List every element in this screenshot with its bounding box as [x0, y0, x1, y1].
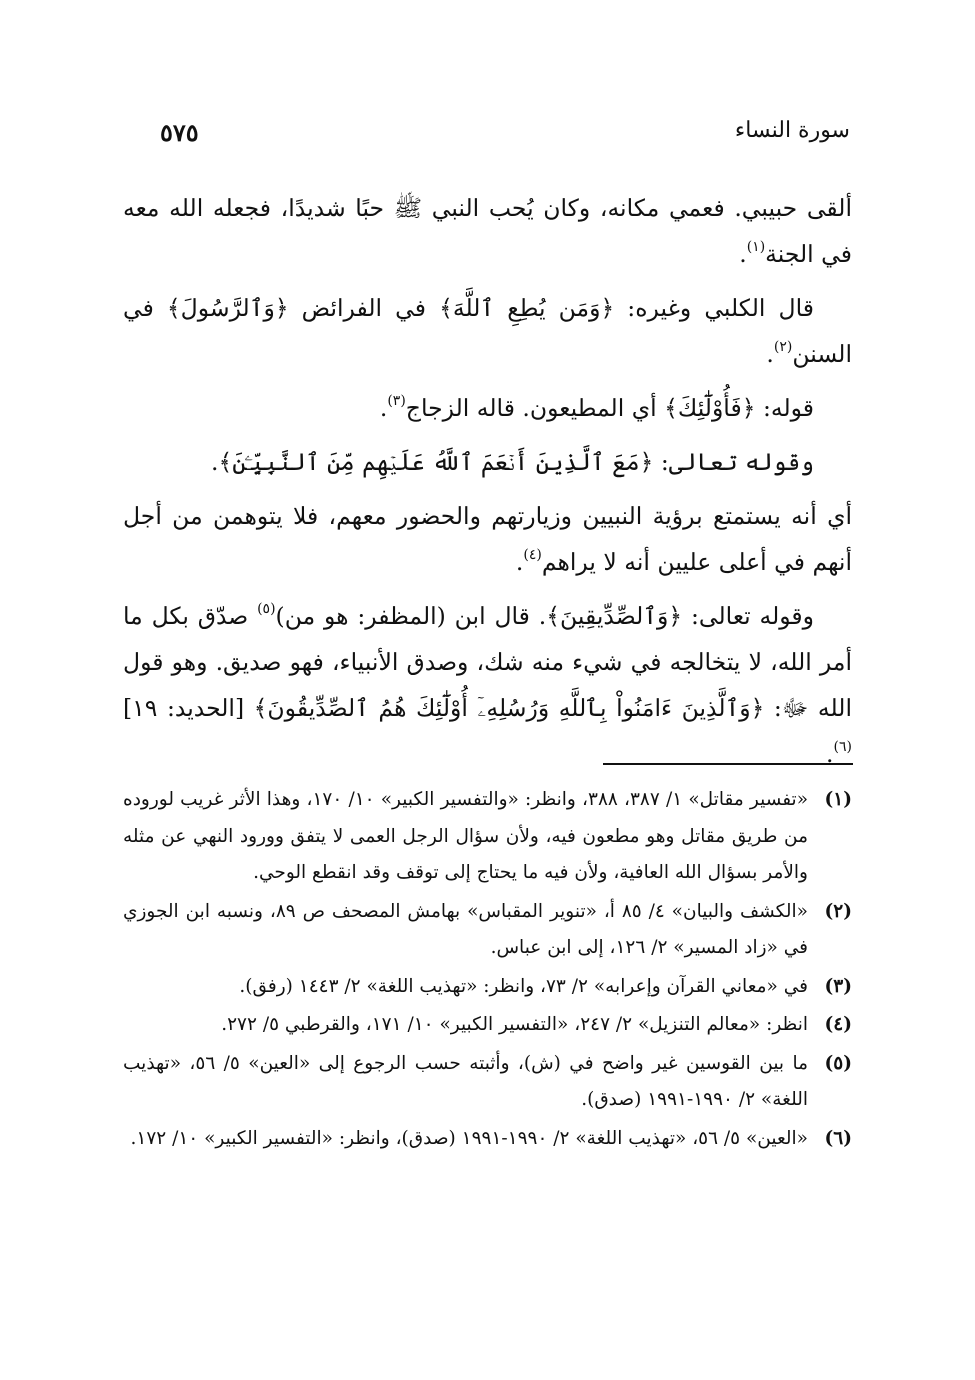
footnote-number: (٢) — [824, 900, 852, 922]
paragraph-text: أي أنه يستمتع برؤية النبيين وزيارتهم والحضور معهم، فلا يتوهمن من أجل أنهم في أعلى عليين أنه لا يراهم — [123, 502, 852, 576]
punctuation: . — [739, 240, 747, 268]
punctuation: . — [515, 548, 524, 576]
footnote — [123, 894, 852, 967]
footnote-text: في «معاني القرآن وإعرابه» ٢/ ٧٣، وانظر: «تهذيب اللغة» ٢/ ١٤٤٣ (رفق). — [239, 975, 808, 997]
footnote-ref: (٥) — [257, 601, 276, 617]
surah-title: سورة النساء — [734, 118, 850, 143]
footnote-ref: (٢) — [773, 339, 793, 355]
footnote-ref: (٦) — [833, 739, 852, 755]
footnote-ref: (٤) — [523, 547, 542, 563]
footnote-text: انظر: «معالم التنزيل» ٢/ ٢٤٧، «التفسير الكبير» ١٠/ ١٧١، والقرطبي ٥/ ٢٧٢. — [221, 1014, 808, 1035]
paragraph-text: في الفرائض — [288, 294, 440, 322]
footnote — [123, 1007, 852, 1044]
paragraph-text: . قال ابن (المظفر: هو من) — [275, 602, 547, 630]
paragraph-6 — [123, 593, 852, 777]
quran-quote: ﴿وَٱلَّذِينَ ءَامَنُواْ بِٱللَّهِ وَرُسُلِهِۦٓ أُوْلَٰٓئِكَ هُمُ ٱلصِّدِّيقُونَ﴾ — [253, 694, 765, 722]
paragraph-text: ألقى حبيبي. فعمي مكانه، وكان يُحب النبي ﷺ حبًا شديدًا، فجعله الله معه في الجنة — [123, 194, 852, 268]
footnote-ref: (١) — [746, 239, 766, 255]
footnote — [123, 782, 852, 892]
quran-quote: ﴿فَأُوْلَٰٓئِكَ﴾ — [664, 394, 756, 422]
punctuation: . — [766, 340, 774, 368]
paragraph-2 — [123, 285, 852, 377]
footnote — [123, 1046, 852, 1119]
footnote-number: (٤) — [824, 1014, 852, 1035]
paragraph-text: وقوله تعالى: — [653, 448, 814, 476]
page-header — [160, 118, 850, 158]
paragraph-text: قوله: — [755, 394, 814, 422]
punctuation: . — [379, 394, 388, 422]
paragraph-text: وقوله تعالى: — [682, 602, 815, 630]
footnote — [123, 969, 852, 1006]
footnote-number: (٥) — [824, 1052, 852, 1074]
punctuation: . — [826, 740, 834, 768]
page-number: ٥٧٥ — [160, 118, 199, 147]
paragraph-text: في السنن — [123, 294, 852, 368]
quran-quote: ﴿مَعَ ٱلَّذِينَ أَنۡعَمَ ٱللَّهُ عَلَيۡهِم مِّنَ ٱلنَّبِيِّـۧنَ﴾ — [218, 448, 654, 476]
footnote-text: «العين» ٥/ ٥٦، «تهذيب اللغة» ٢/ ١٩٩٠-١٩٩١ (صدق)، وانظر: «التفسير الكبير» ١٠/ ١٧٢. — [130, 1127, 808, 1149]
footnote — [123, 1121, 852, 1158]
paragraph-1 — [123, 185, 852, 277]
paragraph-5 — [123, 493, 852, 585]
quran-quote: ﴿وَٱلرَّسُولَ﴾ — [166, 294, 289, 322]
footnote-number: (٣) — [824, 975, 852, 997]
quran-quote: ﴿وَمَن يُطِعِ ٱللَّهَ﴾ — [439, 294, 615, 322]
paragraph-text: قال الكلبي وغيره: — [614, 294, 814, 322]
footnote-text: «تفسير مقاتل» ١/ ٣٨٧، ٣٨٨، وانظر: «والتفسير الكبير» ١٠/ ١٧٠، وهذا الأثر غريب لوروده من طريق مقاتل وهو مطعون فيه، ولأن سؤال الرجل العمى لا يتفق وورود النهي عن مثله والأمر بسؤال الله العافية، ولأن فيه ما يحتاج إلى توقف وقد انقطع الوحي. — [123, 789, 809, 883]
paragraph-text: أي المطيعون. قاله الزجاج — [405, 394, 665, 422]
punctuation: . — [211, 448, 219, 476]
footnote-ref: (٣) — [387, 393, 406, 409]
footnote-text: «الكشف والبيان» ٤/ ٨٥ أ، «تنوير المقباس» بهامش المصحف ص ٨٩، ونسبه ابن الجوزي في «زاد المسير» ٢/ ١٢٦، إلى ابن عباس. — [123, 900, 808, 958]
quran-quote: ﴿وَٱلصِّدِّيقِينَ﴾ — [546, 602, 683, 630]
footnote-number: (٦) — [824, 1127, 852, 1149]
paragraph-3 — [123, 385, 852, 431]
footnotes — [123, 782, 852, 1159]
verse-reference: [الحديد: ١٩] — [123, 694, 254, 722]
footnote-text: ما بين القوسين غير واضح في (ش)، وأثبته حسب الرجوع إلى «العين» ٥/ ٥٦، «تهذيب اللغة» ٢/ ١٩٩٠-١٩٩١ (صدق). — [123, 1052, 808, 1110]
paragraph-text: صدّق بكل ما أمر الله، لا يتخالجه في شيء منه شك، وصدق الأنبياء، فهو صديق. وهو قول الله ﷻ: — [123, 602, 852, 722]
paragraph-4 — [123, 439, 852, 485]
footnote-divider — [603, 763, 853, 765]
main-text — [123, 185, 852, 785]
footnote-number: (١) — [824, 789, 852, 810]
